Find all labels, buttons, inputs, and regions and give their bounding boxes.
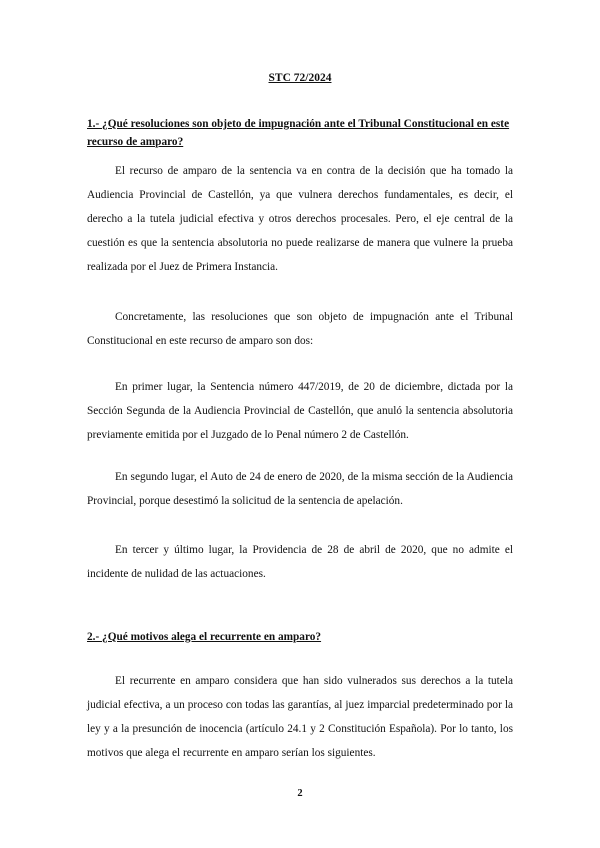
section-1-paragraph-3: En primer lugar, la Sentencia número 447/2019, de 20 de diciembre, dictada por la Sección Segunda de la Audiencia Provincial de Castellón, que anuló la sentencia absolutoria previamente emitida por el Juzgado de lo Penal número 2 de Castellón.	[87, 381, 513, 441]
section-1-paragraph-2: Concretamente, las resoluciones que son objeto de impugnación ante el Tribunal Constitucional en este recurso de amparo son dos:	[87, 311, 513, 347]
section-2-heading: 2.- ¿Qué motivos alega el recurrente en amparo?	[87, 631, 322, 643]
section-1-heading: 1.- ¿Qué resoluciones son objeto de impugnación ante el Tribunal Constitucional en este recurso de amparo?	[87, 118, 510, 148]
page-number: 2	[297, 788, 303, 799]
section-1-paragraph-5: En tercer y último lugar, la Providencia de 28 de abril de 2020, que no admite el incidente de nulidad de las actuaciones.	[87, 544, 513, 580]
section-2-paragraph-1: El recurrente en amparo considera que han sido vulnerados sus derechos a la tutela judicial efectiva, a un proceso con todas las garantías, al juez imparcial predeterminado por la ley y a la presunción de inocencia (artículo 24.1 y 2 Constitución Española). Por lo tanto, los motivos que alega el recurrente en amparo serían los siguientes.	[87, 675, 513, 759]
section-1-paragraph-4: En segundo lugar, el Auto de 24 de enero de 2020, de la misma sección de la Audiencia Provincial, porque desestimó la solicitud de la sentencia de apelación.	[87, 471, 513, 507]
section-1-paragraph-1: El recurso de amparo de la sentencia va en contra de la decisión que ha tomado la Audiencia Provincial de Castellón, ya que vulnera derechos fundamentales, es decir, el derecho a la tutela judicial efectiva y otros derechos procesales. Pero, el eje central de la cuestión es que la sentencia absolutoria no puede realizarse de manera que vulnere la prueba realizada por el Juez de Primera Instancia.	[87, 165, 513, 273]
document-title: STC 72/2024	[268, 72, 332, 84]
